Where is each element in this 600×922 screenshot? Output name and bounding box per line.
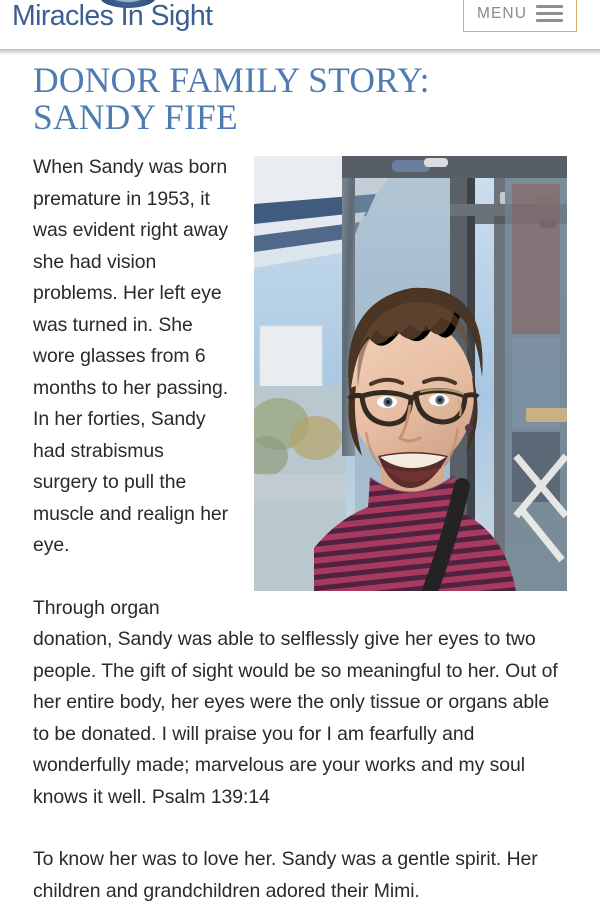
article-paragraph-1: When Sandy was born premature in 1953, it was evident right away she had vision problems. Her left eye was turned in. She wore glasses from 6 months to her passing. In her forties, Sandy had strabismus surgery to pull the muscle and realign her eye. [33,156,229,556]
page-content [0,62,600,907]
menu-button[interactable] [463,0,577,32]
menu-button-label: MENU [476,4,528,22]
article-body [33,152,567,907]
page-title: DONOR FAMILY STORY: SANDY FIFE [33,60,430,137]
site-logo[interactable] [12,0,242,46]
sandy-fife-photo [254,156,567,591]
header-shadow-divider [0,49,600,55]
site-logo-text: Miracles In Sight [12,0,213,32]
site-header [0,0,600,49]
article-paragraph-2: Through organ donation, Sandy was able to selflessly give her eyes to two people. The gift of sight would be so meaningful to her. Out of her entire body, her eyes were the only tissue or organs able to be donated. I will praise you for I am fearfully and wonderfully made; marvelous are your works and my soul knows it well. Psalm 139:14 [33,596,558,808]
hamburger-icon [536,5,563,22]
article-paragraph-3: To know her was to love her. Sandy was a gentle spirit. Her children and grandchildren adored their Mimi. [33,848,538,902]
